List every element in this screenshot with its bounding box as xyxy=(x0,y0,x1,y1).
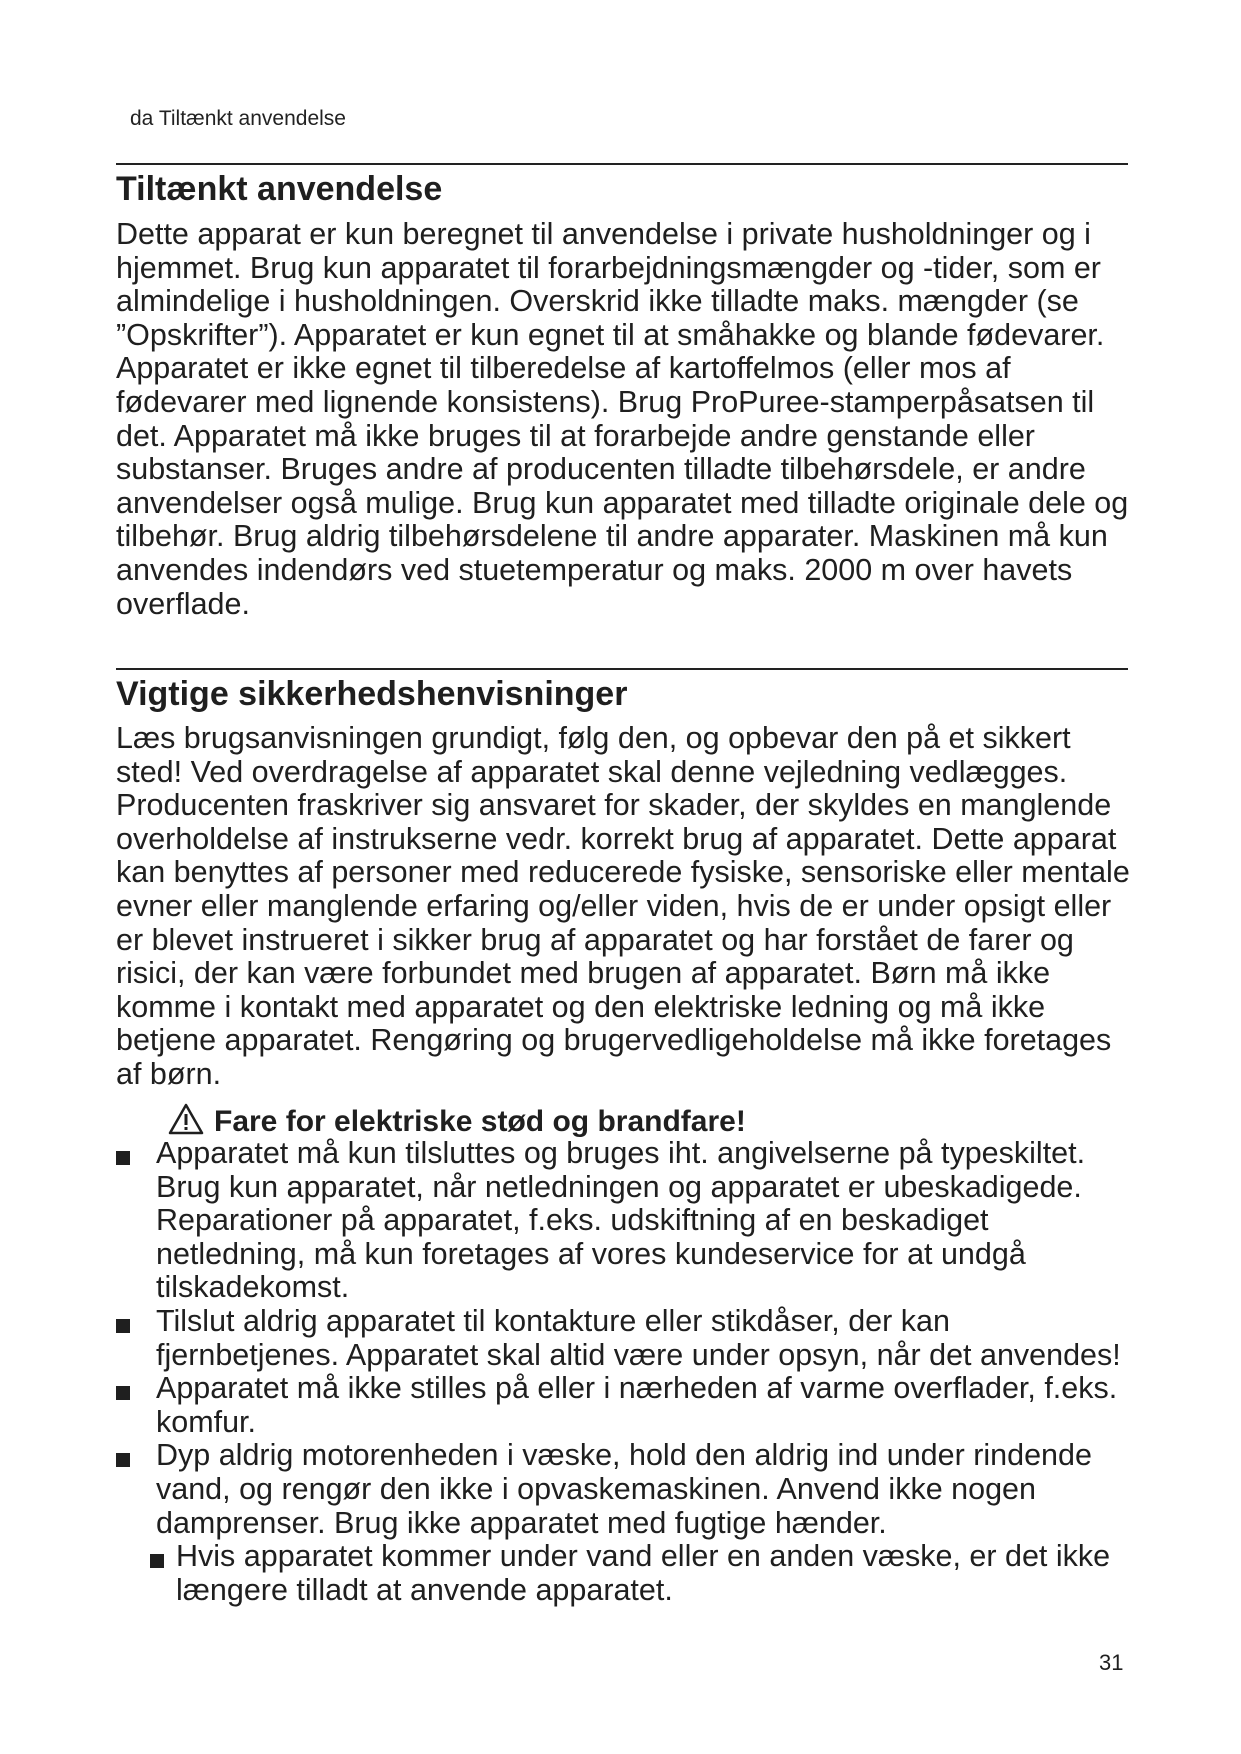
bullet-square-icon xyxy=(116,1319,130,1333)
list-item xyxy=(116,1305,1132,1372)
bullet-square-icon xyxy=(116,1453,130,1467)
list-item xyxy=(116,1540,1132,1607)
page-number: 31 xyxy=(1099,1650,1124,1675)
section-divider xyxy=(116,163,1128,165)
list-item xyxy=(116,1137,1132,1305)
section-body-intended-use xyxy=(116,218,1132,621)
bullet-square-icon xyxy=(116,1151,130,1165)
list-item xyxy=(116,1372,1132,1439)
list-item-text: Tilslut aldrig apparatet til kontakture eller stikdåser, der kan fjernbetjenes. Apparatet skal altid være under opsyn, når det anvendes! xyxy=(156,1303,1121,1372)
list-item-text: Apparatet må ikke stilles på eller i nærheden af varme overflader, f.eks. komfur. xyxy=(156,1371,1118,1439)
list-item-text: Hvis apparatet kommer under vand eller en anden væske, er det ikke længere tilladt at anvende apparatet. xyxy=(176,1539,1111,1607)
bullet-square-icon xyxy=(116,1386,130,1400)
running-header: da Tiltænkt anvendelse xyxy=(130,107,346,130)
section-divider xyxy=(116,668,1128,670)
list-item-text: Dyp aldrig motorenheden i væske, hold den aldrig ind under rindende vand, og rengør den ikke i opvaskemaskinen. Anvend ikke nogen damprenser. Brug ikke apparatet med fugtige hænder. xyxy=(156,1438,1092,1540)
warning-title: Fare for elektriske stød og brandfare! xyxy=(214,1105,746,1138)
section-body-safety xyxy=(116,722,1132,1092)
paragraph: Dette apparat er kun beregnet til anvendelse i private husholdninger og i hjemmet. Brug kun apparatet til forarbejdningsmængder og -tider, som er almindelige i husholdningen. Overskrid ikke tilladte maks. mængder (se ”Opskrifter”). Apparatet er kun egnet til at småhakke og blande fødevarer. Apparatet er ikke egnet til tilberedelse af kartoffelmos (eller mos af fødevarer med lignende konsistens). Brug ProPuree-stamperpåsatsen til det. Apparatet må ikke bruges til at forarbejde andre genstande eller substanser. Bruges andre af producenten tilladte tilbehørsdele, er andre anvendelser også mulige. Brug kun apparatet med tilladte originale dele og tilbehør. Brug aldrig tilbehørsdelene til andre apparater. Maskinen må kun anvendes indendørs ved stuetemperatur og maks. 2000 m over havets overflade. xyxy=(116,217,1129,621)
bullet-square-icon xyxy=(150,1554,164,1568)
section-heading-intended-use: Tiltænkt anvendelse xyxy=(116,170,443,208)
list-item-text: Apparatet må kun tilsluttes og bruges iht. angivelserne på typeskiltet. Brug kun apparatet, når netledningen og apparatet er ubeskadigede. Reparationer på apparatet, f.eks. udskiftning af en beskadiget netledning, må kun foretages af vores kundeservice for at undgå tilskadekomst. xyxy=(156,1136,1086,1305)
paragraph: Læs brugsanvisningen grundigt, følg den, og opbevar den på et sikkert sted! Ved overdragelse af apparatet skal denne vejledning vedlægges. Producenten fraskriver sig ansvaret for skader, der skyldes en manglende overholdelse af instrukserne vedr. korrekt brug af apparatet. Dette apparat kan benyttes af personer med reducerede fysiske, sensoriske eller mentale evner eller manglende erfaring og/eller viden, hvis de er under opsigt eller er blevet instrueret i sikker brug af apparatet og har forstået de farer og risici, der kan være forbundet med brugen af apparatet. Børn må ikke komme i kontakt med apparatet og den elektriske ledning og må ikke betjene apparatet. Rengøring og brugervedligeholdelse må ikke foretages af børn. xyxy=(116,721,1130,1091)
safety-bullet-list xyxy=(116,1137,1132,1607)
section-heading-safety: Vigtige sikkerhedshenvisninger xyxy=(116,675,628,713)
list-item xyxy=(116,1439,1132,1540)
